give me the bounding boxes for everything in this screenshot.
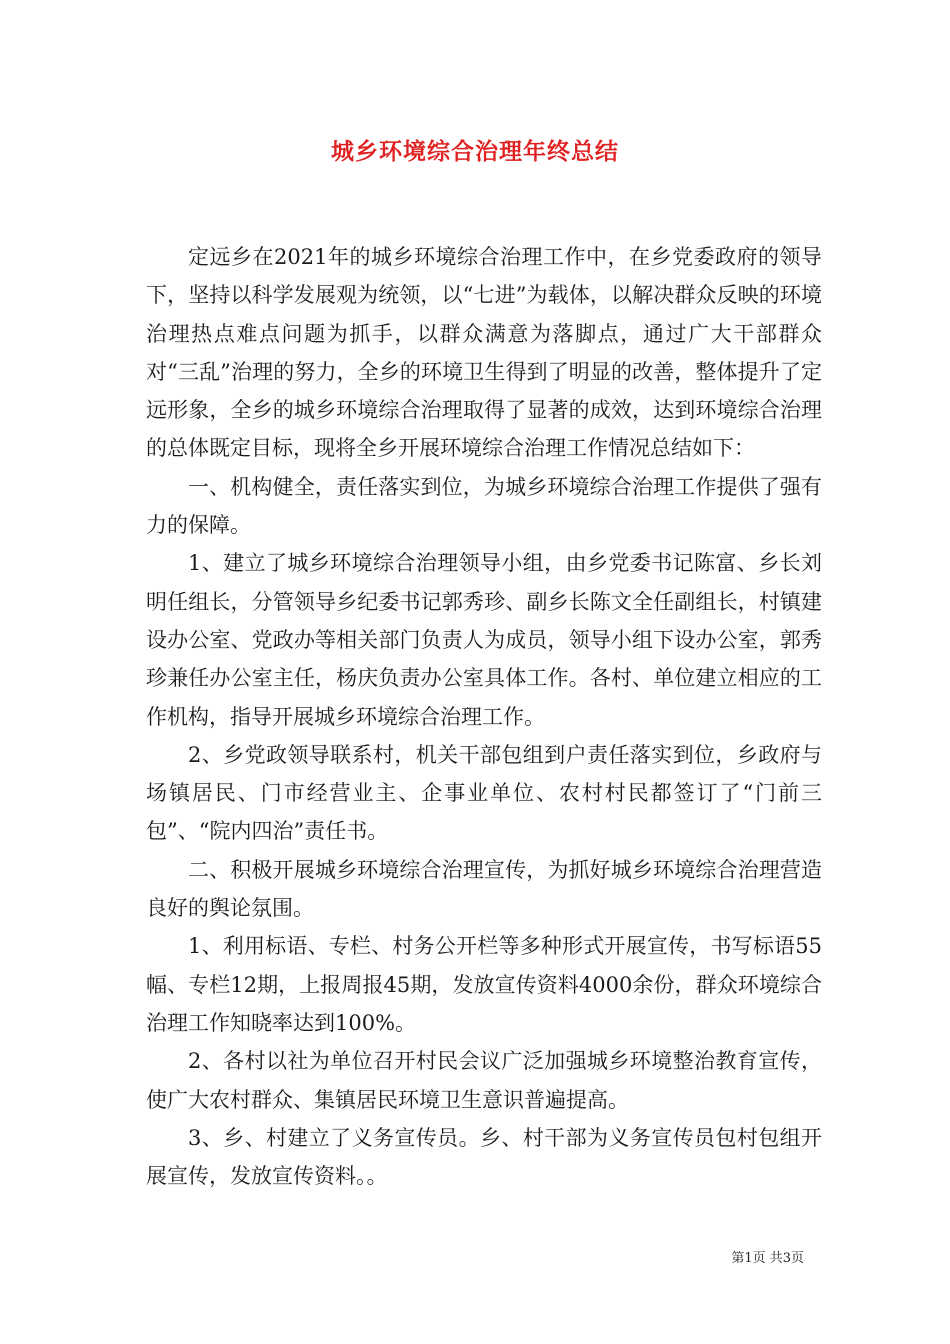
- paragraph-section-1-item-2: 2、乡党政领导联系村，机关干部包组到户责任落实到位，乡政府与场镇居民、门市经营业主、企事业单位、农村村民都签订了“门前三包”、“院内四治”责任书。: [146, 742, 822, 844]
- page-title: 城乡环境综合治理年终总结: [331, 138, 619, 165]
- paragraph-section-2-heading: 二、积极开展城乡环境综合治理宣传，为抓好城乡环境综合治理营造良好的舆论氛围。: [146, 857, 822, 921]
- paragraph-section-2-item-2: 2、各村以社为单位召开村民会议广泛加强城乡环境整治教育宣传，使广大农村群众、集镇居民环境卫生意识普遍提高。: [146, 1049, 822, 1112]
- paragraph-section-2-item-3: 3、乡、村建立了义务宣传员。乡、村干部为义务宣传员包村包组开展宣传，发放宣传资料。。: [146, 1125, 822, 1189]
- paragraph-section-2-item-1: 1、利用标语、专栏、村务公开栏等多种形式开展宣传，书写标语55幅、专栏12期，上报周报45期，发放宣传资料4000余份，群众环境综合治理工作知晓率达到100%。: [146, 934, 822, 1035]
- page-number: 第1页 共3页: [731, 1251, 804, 1266]
- paragraph-intro: 定远乡在2021年的城乡环境综合治理工作中，在乡党委政府的领导下，坚持以科学发展观为统领，以“七进”为载体，以解决群众反映的环境治理热点难点问题为抓手，以群众满意为落脚点，通过广大干部群众对“三乱”治理的努力，全乡的环境卫生得到了明显的改善，整体提升了定远形象，全乡的城乡环境综合治理取得了显著的成效，达到环境综合治理的总体既定目标，现将全乡开展环境综合治理工作情况总结如下：: [146, 245, 822, 461]
- document-body: [146, 238, 822, 1195]
- paragraph-section-1-heading: 一、机构健全，责任落实到位，为城乡环境综合治理工作提供了强有力的保障。: [146, 474, 822, 538]
- paragraph-section-1-item-1: 1、建立了城乡环境综合治理领导小组，由乡党委书记陈富、乡长刘明任组长，分管领导乡纪委书记郭秀珍、副乡长陈文全任副组长，村镇建设办公室、党政办等相关部门负责人为成员，领导小组下设办公室，郭秀珍兼任办公室主任，杨庆负责办公室具体工作。各村、单位建立相应的工作机构，指导开展城乡环境综合治理工作。: [146, 551, 822, 729]
